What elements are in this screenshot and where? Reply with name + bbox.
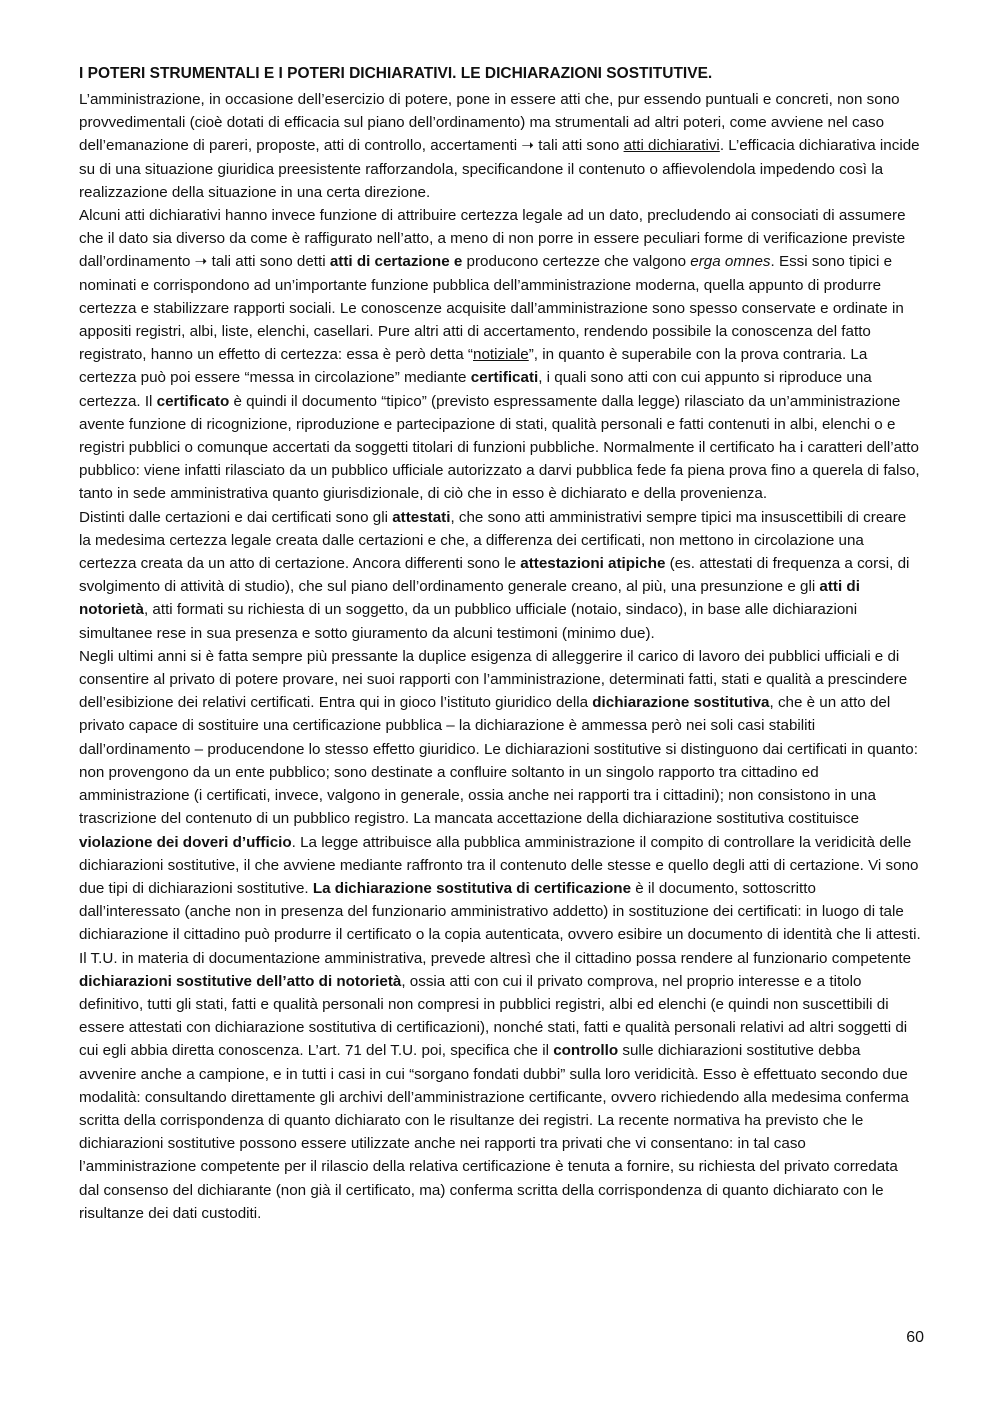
page-content xyxy=(79,62,921,1225)
bold-term: certificati xyxy=(470,369,539,387)
bold-term: atti di notorietà xyxy=(79,578,860,619)
bold-term: dichiarazioni sostitutive dell’atto di notorietà xyxy=(79,972,402,990)
paragraph-2 xyxy=(79,204,921,506)
text-run: è il documento, sottoscritto dall’interessato (anche non in presenza del funzionario amministrativo addetto) in sostituzione dei certificati: in luogo di tale dichiarazione il cittadino può produrre il certificato o la copia autenticata, ovvero esibire un documento di identità che li attesti. Il T.U. in materia di documentazione amministrativa, prevede altresì che il cittadino possa rendere al funzionario competente xyxy=(79,879,921,967)
bold-term: controllo xyxy=(553,1042,619,1060)
underlined-term: atti dichiarativi xyxy=(623,137,720,155)
text-run: , ossia atti con cui il privato comprova, nel proprio interesse e a titolo definitivo, tutti gli stati, fatti e qualità personali non compresi in pubblici registri, albi ed elenchi (e quindi non suscettibili di essere attestati con dichiarazione sostitutiva di certificazioni), nonché stati, fatti e qualità personali relativi ad altri soggetti di cui egli abbia diretta conoscenza. L’art. 71 del T.U. poi, specifica che il xyxy=(79,972,908,1060)
body-text xyxy=(79,88,921,1225)
text-run: Negli ultimi anni si è fatta sempre più pressante la duplice esigenza di alleggerire il carico di lavoro dei pubblici ufficiali e di consentire al privato di potere provare, nei suoi rapporti con l’amministrazione, determinati fatti, stati e qualità a prescindere dell’esibizione dei relativi certificati. Entra qui in gioco l’istituto giuridico della xyxy=(79,647,908,712)
paragraph-3 xyxy=(79,506,921,645)
italic-term: erga omnes xyxy=(690,253,771,271)
paragraph-4 xyxy=(79,645,921,1225)
text-run: (es. attestati di frequenza a corsi, di svolgimento di attività di studio), che sul piano dell’ordinamento generale creano, al più, una presunzione e gli xyxy=(79,555,910,596)
section-title: I POTERI STRUMENTALI E I POTERI DICHIARATIVI. LE DICHIARAZIONI SOSTITUTIVE. xyxy=(79,65,713,82)
text-run: Distinti dalle certazioni e dai certificati sono gli xyxy=(79,508,393,526)
text-run: producono certezze che valgono xyxy=(462,253,691,271)
text-run: , i quali sono atti con cui appunto si riproduce una certezza. Il xyxy=(79,369,872,410)
text-run: ”, in quanto è superabile con la prova contraria. La certezza può poi essere “messa in circolazione” mediante xyxy=(79,346,868,387)
text-run: Alcuni atti dichiarativi hanno invece funzione di attribuire certezza legale ad un dato, precludendo ai consociati di assumere che il dato sia diverso da come è raffigurato nell’atto, a meno di non porre in essere peculiari forme di verificazione previste dall’ordinamento ➝ tali atti sono detti xyxy=(79,207,906,271)
text-run: L’amministrazione, in occasione dell’esercizio di potere, pone in essere atti che, pur essendo puntuali e concreti, non sono provvedimentali (cioè dotati di efficacia sul piano dell’ordinamento) ma strumentali ad altri poteri, come avviene nel caso dell’emanazione di pareri, proposte, atti di controllo, accertamenti ➝ tali atti sono xyxy=(79,91,900,155)
bold-term: dichiarazione sostitutiva xyxy=(592,694,770,712)
text-run: . L’efficacia dichiarativa incide su di una situazione giuridica preesistente rafforzandola, specificandone il contenuto o affievolendola impedendo così la realizzazione della situazione in una certa direzione. xyxy=(79,137,920,201)
page-number: 60 xyxy=(906,1329,924,1346)
text-run: sulle dichiarazioni sostitutive debba avvenire anche a campione, e in tutti i casi in cui “sorgano fondati dubbi” sulla loro veridicità. Esso è effettuato secondo due modalità: consultando direttamente gli archivi dell’amministrazione certificante, ovvero richiedendo alla medesima conferma scritta della corrispondenza di quanto dichiarato con le risultanze dei registri. La recente normativa ha previsto che le dichiarazioni sostitutive possono essere utilizzate anche nei rapporti tra privati che vi consentano: in tal caso l’amministrazione competente per il rilascio della relativa certificazione è tenuta a fornire, su richiesta del privato corredata dal consenso del dichiarante (non già il certificato, ma) conferma scritta della corrispondenza di quanto dichiarato con le risultanze dei dati custoditi. xyxy=(79,1042,909,1222)
text-run: , che è un atto del privato capace di sostituire una certificazione pubblica – la dichiarazione è ammessa però nei soli casi stabiliti dall’ordinamento – producendone lo stesso effetto giuridico. Le dichiarazioni sostitutive si distinguono dai certificati in quanto: non provengono da un ente pubblico; sono destinate a confluire soltanto in un singolo rapporto tra cittadino ed amministrazione (i certificati, invece, valgono in generale, ossia anche nei rapporti tra i cittadini); non consistono in una trascrizione del contenuto di un pubblico registro. La mancata accettazione della dichiarazione sostitutiva costituisce xyxy=(79,694,918,828)
bold-term: attestati xyxy=(392,508,451,526)
text-run: . La legge attribuisce alla pubblica amministrazione il compito di controllare la veridicità delle dichiarazioni sostitutive, il che avviene mediante raffronto tra il contenuto delle stesse e quello degli atti di certazione. Vi sono due tipi di dichiarazioni sostitutive. xyxy=(79,833,919,897)
bold-term: violazione dei doveri d’ufficio xyxy=(79,833,292,851)
bold-term: certificato xyxy=(156,392,230,410)
text-run: è quindi il documento “tipico” (previsto espressamente dalla legge) rilasciato da un’amministrazione avente funzione di ricognizione, riproduzione e partecipazione di stati, qualità personali e fatti contenuti in albi, elenchi o e registri pubblici o comunque accertati da soggetti titolari di funzioni pubbliche. Normalmente il certificato ha i caratteri dell’atto pubblico: viene infatti rilasciato da un pubblico ufficiale autorizzato a darvi pubblica fede fa piena prova fino a querela di falso, tanto in sede amministrativa quanto giurisdizionale, di ciò che in esso è dichiarato e della provenienza. xyxy=(79,392,920,503)
bold-term: La dichiarazione sostitutiva di certificazione xyxy=(312,879,632,897)
paragraph-1 xyxy=(79,88,921,204)
bold-term: atti di certazione e xyxy=(329,253,463,271)
text-run: . Essi sono tipici e nominati e corrispondono ad un’importante funzione pubblica dell’amministrazione moderna, quella appunto di produrre certezza e stabilizzare rapporti sociali. Le conoscenze acquisite dall’amministrazione sono spesso conservate e ordinate in appositi registri, albi, liste, elenchi, casellari. Pure altri atti di accertamento, rendendo possibile la conoscenza del fatto registrato, hanno un effetto di certezza: essa è però detta “ xyxy=(79,253,904,364)
bold-term: attestazioni atipiche xyxy=(520,555,666,573)
text-run: , che sono atti amministrativi sempre tipici ma insuscettibili di creare la medesima certezza legale creata dalle certazioni e che, a differenza dei certificati, non mettono in circolazione una certezza creata da un atto di certazione. Ancora differenti sono le xyxy=(79,508,907,573)
text-run: , atti formati su richiesta di un soggetto, da un pubblico ufficiale (notaio, sindaco), in base alle dichiarazioni simultanee rese in sua presenza e sotto giuramento da alcuni testimoni (minimo due). xyxy=(79,601,858,642)
underlined-term: notiziale xyxy=(473,346,529,364)
